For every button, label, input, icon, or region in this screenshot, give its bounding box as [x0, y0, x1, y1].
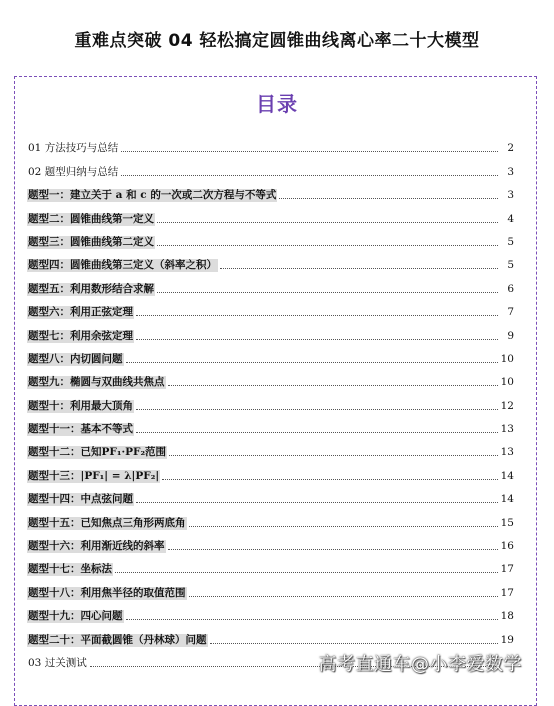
toc-dot-leader — [136, 315, 498, 316]
toc-entry[interactable] — [27, 343, 514, 366]
toc-entry[interactable] — [27, 366, 514, 389]
toc-entry-label: 题型五：利用数形结合求解 — [28, 282, 154, 295]
toc-entry-label: 题型六：利用正弦定理 — [28, 306, 133, 319]
toc-entry[interactable] — [27, 553, 514, 576]
toc-entry-page: 3 — [507, 165, 514, 178]
toc-entry-page: 18 — [500, 610, 514, 623]
toc-dot-leader — [115, 572, 498, 573]
toc-entry-page: 10 — [500, 376, 514, 389]
toc-entry-page: 14 — [500, 493, 514, 506]
toc-dot-leader — [157, 222, 498, 223]
toc-entry[interactable] — [27, 155, 514, 178]
toc-entry-label: 题型十三：|PF₁| = λ|PF₂| — [28, 469, 160, 482]
toc-entry[interactable] — [27, 459, 514, 482]
toc-entry-page: 4 — [507, 212, 514, 225]
toc-entry[interactable] — [27, 389, 514, 412]
toc-entry-label: 题型十五：已知焦点三角形两底角 — [28, 516, 186, 529]
toc-entry[interactable] — [27, 132, 514, 155]
toc-dot-leader — [189, 526, 499, 527]
toc-entry-page: 9 — [507, 329, 514, 342]
watermark: 高考直通车@小李爱数学 — [318, 654, 522, 675]
toc-dot-leader — [157, 292, 498, 293]
toc-entry-label: 题型十九：四心问题 — [28, 610, 123, 623]
toc-entry[interactable] — [27, 483, 514, 506]
toc-dot-leader — [157, 245, 498, 246]
toc-entry-label: 题型二十：平面截圆锥（丹林球）问题 — [28, 633, 207, 646]
toc-dot-leader — [136, 432, 498, 433]
toc-entry[interactable] — [27, 179, 514, 202]
toc-entry-label: 题型十六：利用渐近线的斜率 — [28, 540, 165, 553]
toc-dot-leader — [121, 151, 498, 152]
toc-heading: 目录 — [256, 92, 298, 116]
toc-entry-label: 题型二：圆锥曲线第一定义 — [28, 212, 154, 225]
toc-entry-page: 16 — [500, 540, 514, 553]
toc-entry-page: 2 — [507, 142, 514, 155]
toc-entry-page: 15 — [500, 516, 514, 529]
toc-entry-label: 题型三：圆锥曲线第二定义 — [28, 235, 154, 248]
toc-dot-leader — [121, 175, 498, 176]
toc-dot-leader — [126, 362, 499, 363]
toc-entry-page: 17 — [500, 563, 514, 576]
toc-entry-label: 03 过关测试 — [28, 656, 87, 669]
toc-entry-label: 题型十七：坐标法 — [28, 563, 112, 576]
toc-dot-leader — [162, 479, 498, 480]
toc-entry-label: 题型十八：利用焦半径的取值范围 — [28, 586, 186, 599]
toc-entry[interactable] — [27, 413, 514, 436]
toc-entry-page: 10 — [500, 352, 514, 365]
toc-dot-leader — [168, 549, 499, 550]
toc-list — [27, 132, 514, 670]
toc-entry[interactable] — [27, 202, 514, 225]
toc-entry-page: 14 — [500, 469, 514, 482]
toc-entry-label: 题型四：圆锥曲线第三定义（斜率之积） — [28, 259, 217, 272]
toc-entry-page: 7 — [507, 306, 514, 319]
toc-dot-leader — [210, 643, 499, 644]
toc-entry[interactable] — [27, 623, 514, 646]
toc-entry-page: 3 — [507, 189, 514, 202]
toc-entry[interactable] — [27, 226, 514, 249]
document-title: 重难点突破 04 轻松搞定圆锥曲线离心率二十大模型 — [74, 31, 480, 51]
toc-entry[interactable] — [27, 249, 514, 272]
toc-entry-label: 题型八：内切圆问题 — [28, 352, 123, 365]
toc-entry-label: 题型七：利用余弦定理 — [28, 329, 133, 342]
toc-entry-label: 题型十四：中点弦问题 — [28, 493, 133, 506]
toc-entry-page: 5 — [507, 259, 514, 272]
toc-entry-label: 题型一：建立关于 a 和 c 的一次或二次方程与不等式 — [28, 189, 277, 202]
toc-entry-label: 题型十二：已知PF₁·PF₂范围 — [28, 446, 167, 459]
toc-dot-leader — [126, 619, 499, 620]
toc-entry-page: 5 — [507, 235, 514, 248]
toc-entry[interactable] — [27, 506, 514, 529]
toc-entry-page: 12 — [500, 399, 514, 412]
toc-dot-leader — [169, 455, 498, 456]
toc-entry-label: 题型九：椭圆与双曲线共焦点 — [28, 376, 165, 389]
toc-entry-page: 19 — [500, 633, 514, 646]
toc-entry[interactable] — [27, 296, 514, 319]
toc-entry-page: 13 — [500, 446, 514, 459]
toc-entry-page: 13 — [500, 423, 514, 436]
toc-entry[interactable] — [27, 600, 514, 623]
toc-entry[interactable] — [27, 272, 514, 295]
toc-dot-leader — [136, 502, 498, 503]
toc-entry-label: 01 方法技巧与总结 — [28, 142, 119, 155]
toc-entry[interactable] — [27, 530, 514, 553]
toc-dot-leader — [220, 268, 498, 269]
toc-entry-page: 6 — [507, 282, 514, 295]
toc-dot-leader — [279, 198, 498, 199]
toc-dot-leader — [136, 339, 498, 340]
toc-dot-leader — [168, 385, 499, 386]
toc-dot-leader — [189, 596, 499, 597]
toc-entry-label: 题型十：利用最大顶角 — [28, 399, 133, 412]
toc-entry-page: 17 — [500, 586, 514, 599]
toc-entry[interactable] — [27, 436, 514, 459]
toc-entry[interactable] — [27, 576, 514, 599]
toc-entry[interactable] — [27, 319, 514, 342]
toc-entry-label: 02 题型归纳与总结 — [28, 165, 119, 178]
toc-dot-leader — [136, 409, 498, 410]
toc-entry-label: 题型十一：基本不等式 — [28, 423, 133, 436]
